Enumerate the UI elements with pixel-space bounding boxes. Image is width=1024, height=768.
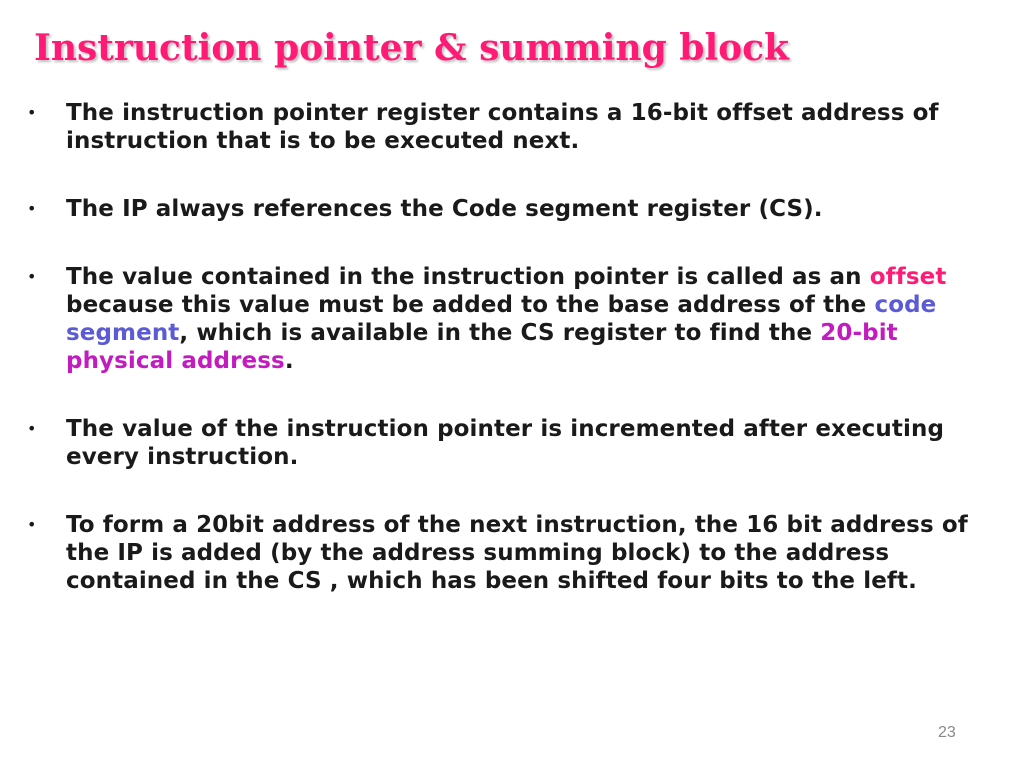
bullet-text-part: , which is available in the CS register to find the — [179, 320, 821, 346]
page-number: 23 — [938, 724, 956, 741]
bullet-item-5 — [0, 511, 1000, 595]
bullet-text: The instruction pointer register contains a 16-bit offset address of instruction that is to be executed next. — [66, 100, 939, 154]
bullet-marker: • — [27, 103, 37, 122]
bullet-marker: • — [27, 515, 37, 534]
bullet-text: The value of the instruction pointer is incremented after executing every instruction. — [66, 416, 945, 470]
offset-highlight: offset — [869, 264, 947, 290]
bullet-item-1 — [0, 99, 1000, 155]
bullet-marker: • — [27, 419, 37, 438]
bullet-item-4 — [0, 415, 1000, 471]
physical-address-highlight: 20-bit physical address — [66, 320, 898, 374]
bullet-text-part: . — [284, 348, 294, 374]
code-segment-highlight: code segment — [66, 292, 937, 346]
bullet-text: To form a 20bit address of the next instruction, the 16 bit address of the IP is added (by the address summing block) to the address contained in the CS , which has been shifted four bits to the left. — [66, 512, 968, 594]
bullet-item-2 — [0, 195, 1000, 223]
bullet-text-part: because this value must be added to the base address of the — [66, 292, 875, 318]
bullet-item-3 — [0, 263, 1000, 375]
bullet-list — [0, 99, 1000, 635]
bullet-marker: • — [27, 267, 37, 286]
bullet-text: The IP always references the Code segment register (CS). — [66, 196, 823, 222]
slide-title: Instruction pointer & summing block — [34, 27, 789, 69]
bullet-marker: • — [27, 199, 37, 218]
bullet-text-part: The value contained in the instruction pointer is called as an — [66, 264, 870, 290]
